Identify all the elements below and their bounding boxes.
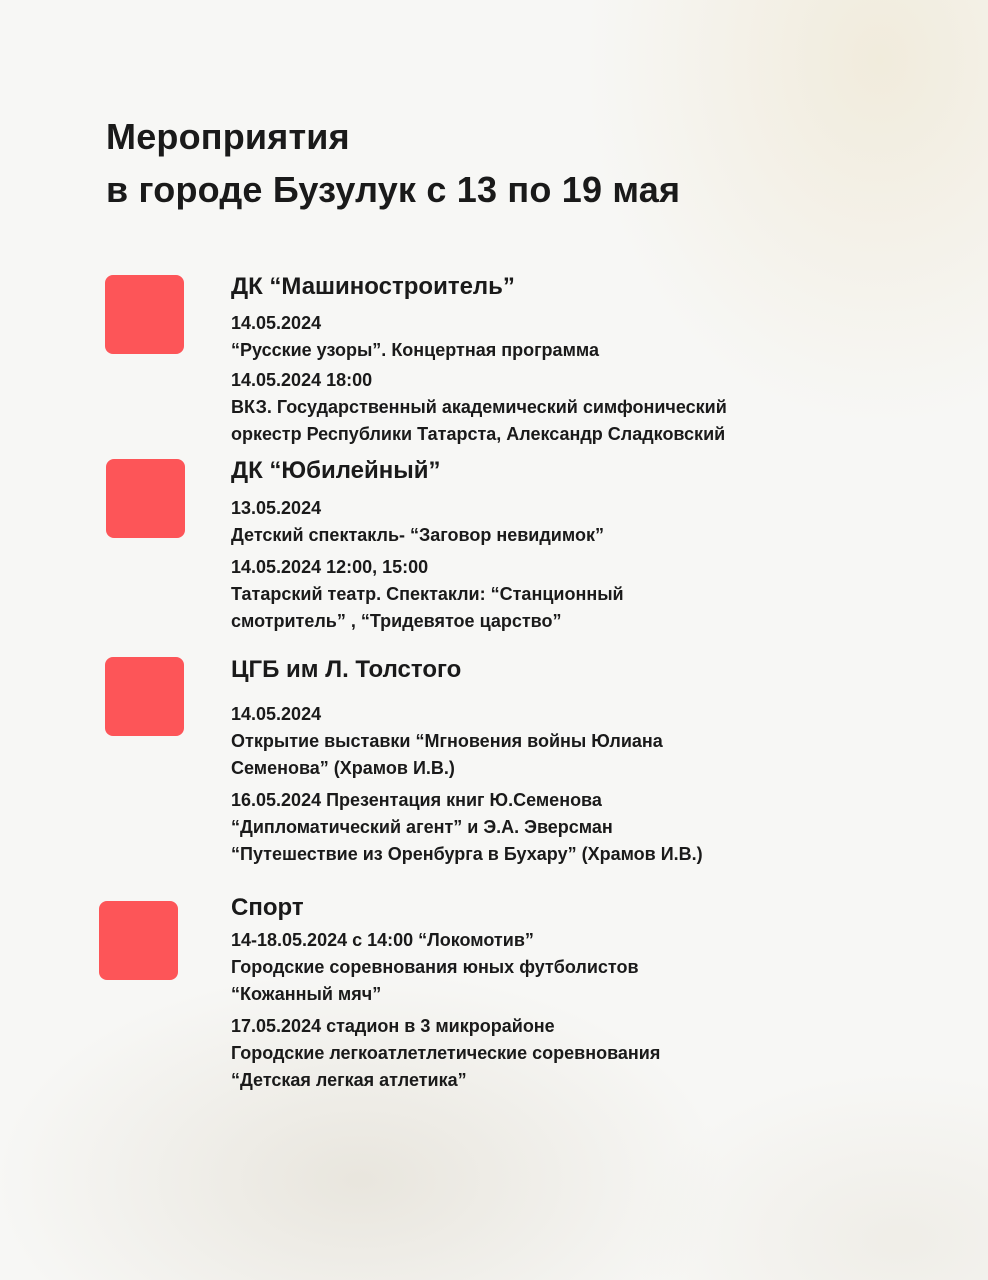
event-item bbox=[231, 927, 911, 1008]
section-mashinostroitel bbox=[231, 272, 911, 448]
event-item bbox=[231, 787, 911, 868]
venue-title: ДК “Юбилейный” bbox=[231, 457, 441, 484]
event-item bbox=[231, 701, 911, 782]
event-item bbox=[231, 554, 911, 635]
section-tsgb-tolstoy bbox=[231, 655, 911, 868]
venue-title: ЦГБ им Л. Толстого bbox=[231, 656, 462, 683]
section-marker-2 bbox=[106, 459, 185, 538]
section-marker-1 bbox=[105, 275, 184, 354]
event-description: Городские соревнования юных футболистов “Кожанный мяч” bbox=[231, 957, 639, 1004]
event-description: Детский спектакль- “Заговор невидимок” bbox=[231, 525, 604, 545]
page-title-line-2: в городе Бузулук с 13 по 19 мая bbox=[106, 169, 681, 210]
section-marker-4 bbox=[99, 901, 178, 980]
event-item bbox=[231, 367, 911, 448]
event-description: Татарский театр. Спектакли: “Станционный смотритель” , “Тридевятое царство” bbox=[231, 584, 624, 631]
section-yubileyny bbox=[231, 456, 911, 635]
event-date: 14.05.2024 bbox=[231, 704, 322, 724]
event-date: 17.05.2024 стадион в 3 микрорайоне bbox=[231, 1016, 555, 1036]
event-description: Городские легкоатлетлетические соревнования “Детская легкая атлетика” bbox=[231, 1043, 661, 1090]
page-title bbox=[106, 110, 680, 216]
event-date: 14.05.2024 18:00 bbox=[231, 370, 373, 390]
event-date: 14.05.2024 bbox=[231, 313, 322, 333]
event-date: 14-18.05.2024 с 14:00 “Локомотив” bbox=[231, 930, 534, 950]
event-date: 14.05.2024 12:00, 15:00 bbox=[231, 557, 429, 577]
section-marker-3 bbox=[105, 657, 184, 736]
venue-title: ДК “Машиностроитель” bbox=[231, 273, 515, 300]
event-description: “Русские узоры”. Концертная программа bbox=[231, 340, 599, 360]
event-description: ВКЗ. Государственный академический симфонический оркестр Республики Татарста, Александр Сладковский bbox=[231, 397, 727, 444]
page-title-line-1: Мероприятия bbox=[106, 116, 350, 157]
event-item bbox=[231, 310, 911, 364]
event-item bbox=[231, 1013, 911, 1094]
venue-title: Спорт bbox=[231, 894, 304, 921]
event-description: Открытие выставки “Мгновения войны Юлиана Семенова” (Храмов И.В.) bbox=[231, 731, 663, 778]
event-description: 16.05.2024 Презентация книг Ю.Семенова “Дипломатический агент” и Э.А. Эверсман “Путешествие из Оренбурга в Бухару” (Храмов И.В.) bbox=[231, 790, 703, 864]
event-item bbox=[231, 495, 911, 549]
event-date: 13.05.2024 bbox=[231, 498, 322, 518]
section-sport bbox=[231, 893, 911, 1094]
